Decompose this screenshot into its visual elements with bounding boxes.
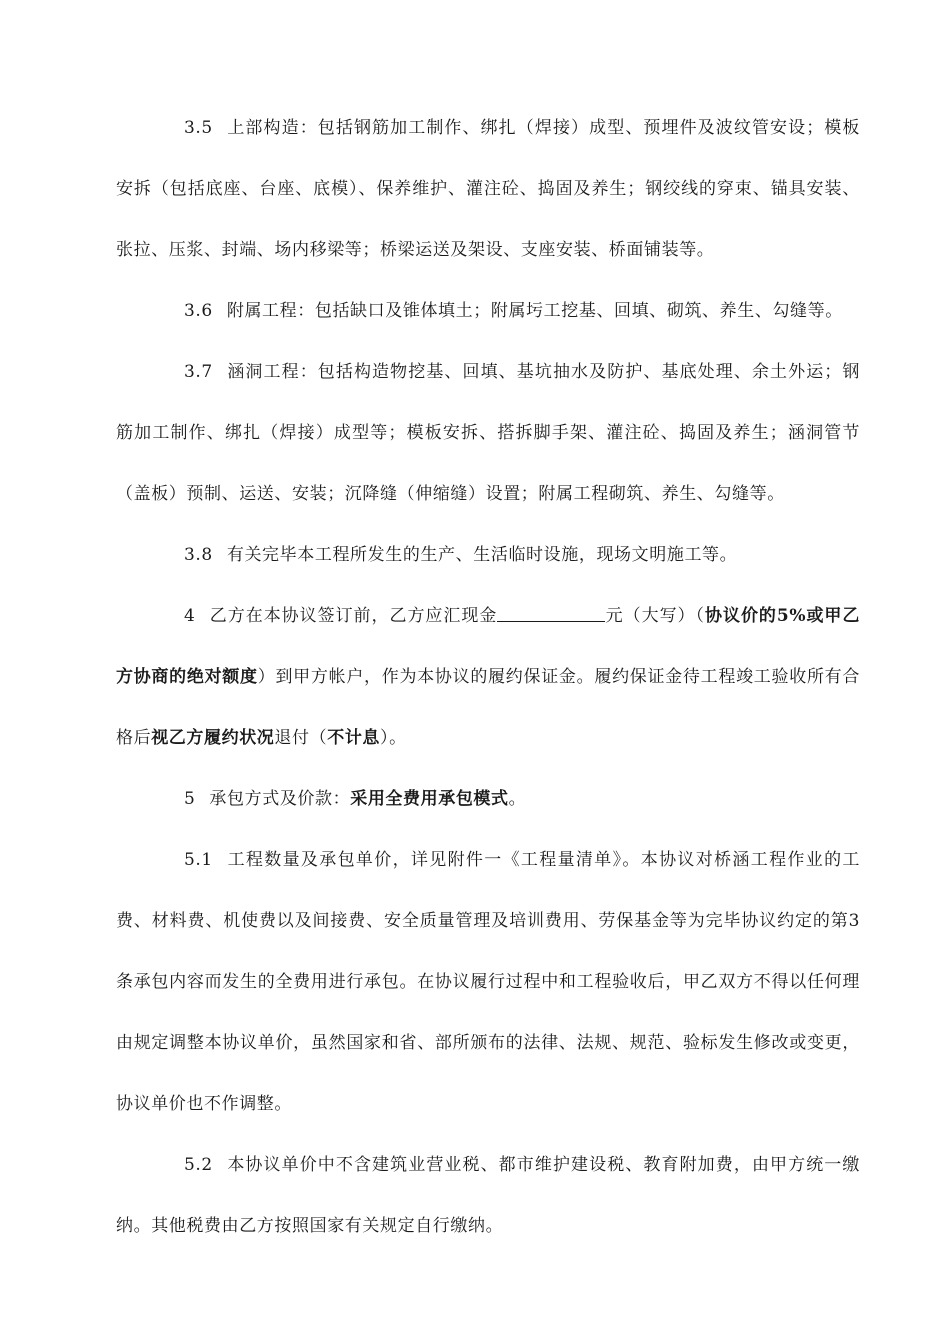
clause-5	[116, 769, 860, 830]
clause-4	[116, 586, 860, 769]
clause-text: 元（大写）（	[605, 606, 706, 626]
amount-blank-line	[497, 605, 605, 622]
clause-number: 5	[184, 789, 196, 809]
clause-5-2	[116, 1135, 860, 1257]
clause-bold-text: 协议价的5%或甲乙方协商的绝对额度	[116, 606, 860, 687]
clause-3-7	[116, 342, 860, 525]
clause-text: 有关完毕本工程所发生的生产、生活临时设施，现场文明施工等。	[226, 545, 738, 565]
clause-text: 乙方在本协议签订前，乙方应汇现金	[209, 606, 498, 626]
clause-number: 3.5	[184, 118, 213, 138]
clause-text: 退付（	[274, 728, 328, 748]
clause-bold-text: 采用全费用承包模式	[350, 789, 509, 809]
clause-number: 5.1	[184, 850, 213, 870]
clause-bold-text: 视乙方履约状况	[151, 728, 275, 748]
clause-number: 3.8	[184, 545, 213, 565]
document-page	[116, 98, 860, 1257]
clause-number: 3.6	[184, 301, 213, 321]
clause-text: 承包方式及价款：	[209, 789, 351, 809]
clause-text: ）。	[380, 728, 407, 748]
clause-text: 工程数量及承包单价，详见附件一《工程量清单》。本协议对桥涵工程作业的工费、材料费、机使费以及间接费、安全质量管理及培训费用、劳保基金等为完毕协议约定的第3条承包内容而发生的全费用进行承包。在协议履行过程中和工程验收后，甲乙双方不得以任何理由规定调整本协议单价，虽然国家和省、部所颁布的法律、法规、规范、验标发生修改或变更，协议单价也不作调整。	[116, 850, 860, 1114]
clause-3-8	[116, 525, 860, 586]
clause-number: 3.7	[184, 362, 213, 382]
clause-text: ）到甲方帐户，作为本协议的履约保证金。履约保证金待工程竣工验收所有合格后	[116, 667, 860, 748]
clause-3-5	[116, 98, 860, 281]
clause-number: 4	[184, 606, 196, 626]
clause-text: 附属工程：包括缺口及锥体填土；附属圬工挖基、回填、砌筑、养生、勾缝等。	[226, 301, 843, 321]
clause-text: 涵洞工程：包括构造物挖基、回填、基坑抽水及防护、基底处理、余土外运；钢筋加工制作、绑扎（焊接）成型等；模板安拆、搭拆脚手架、灌注砼、捣固及养生；涵洞管节（盖板）预制、运送、安装；沉降缝（伸缩缝）设置；附属工程砌筑、养生、勾缝等。	[116, 362, 860, 504]
clause-5-1	[116, 830, 860, 1135]
clause-3-6	[116, 281, 860, 342]
clause-text: 上部构造：包括钢筋加工制作、绑扎（焊接）成型、预埋件及波纹管安设；模板安拆（包括底座、台座、底模）、保养维护、灌注砼、捣固及养生；钢绞线的穿束、锚具安装、张拉、压浆、封端、场内移梁等；桥梁运送及架设、支座安装、桥面铺装等。	[116, 118, 860, 260]
clause-bold-text: 不计息	[327, 728, 381, 748]
clause-text: 。	[508, 789, 527, 809]
clause-number: 5.2	[184, 1155, 213, 1175]
clause-text: 本协议单价中不含建筑业营业税、都市维护建设税、教育附加费，由甲方统一缴纳。其他税费由乙方按照国家有关规定自行缴纳。	[116, 1155, 860, 1236]
